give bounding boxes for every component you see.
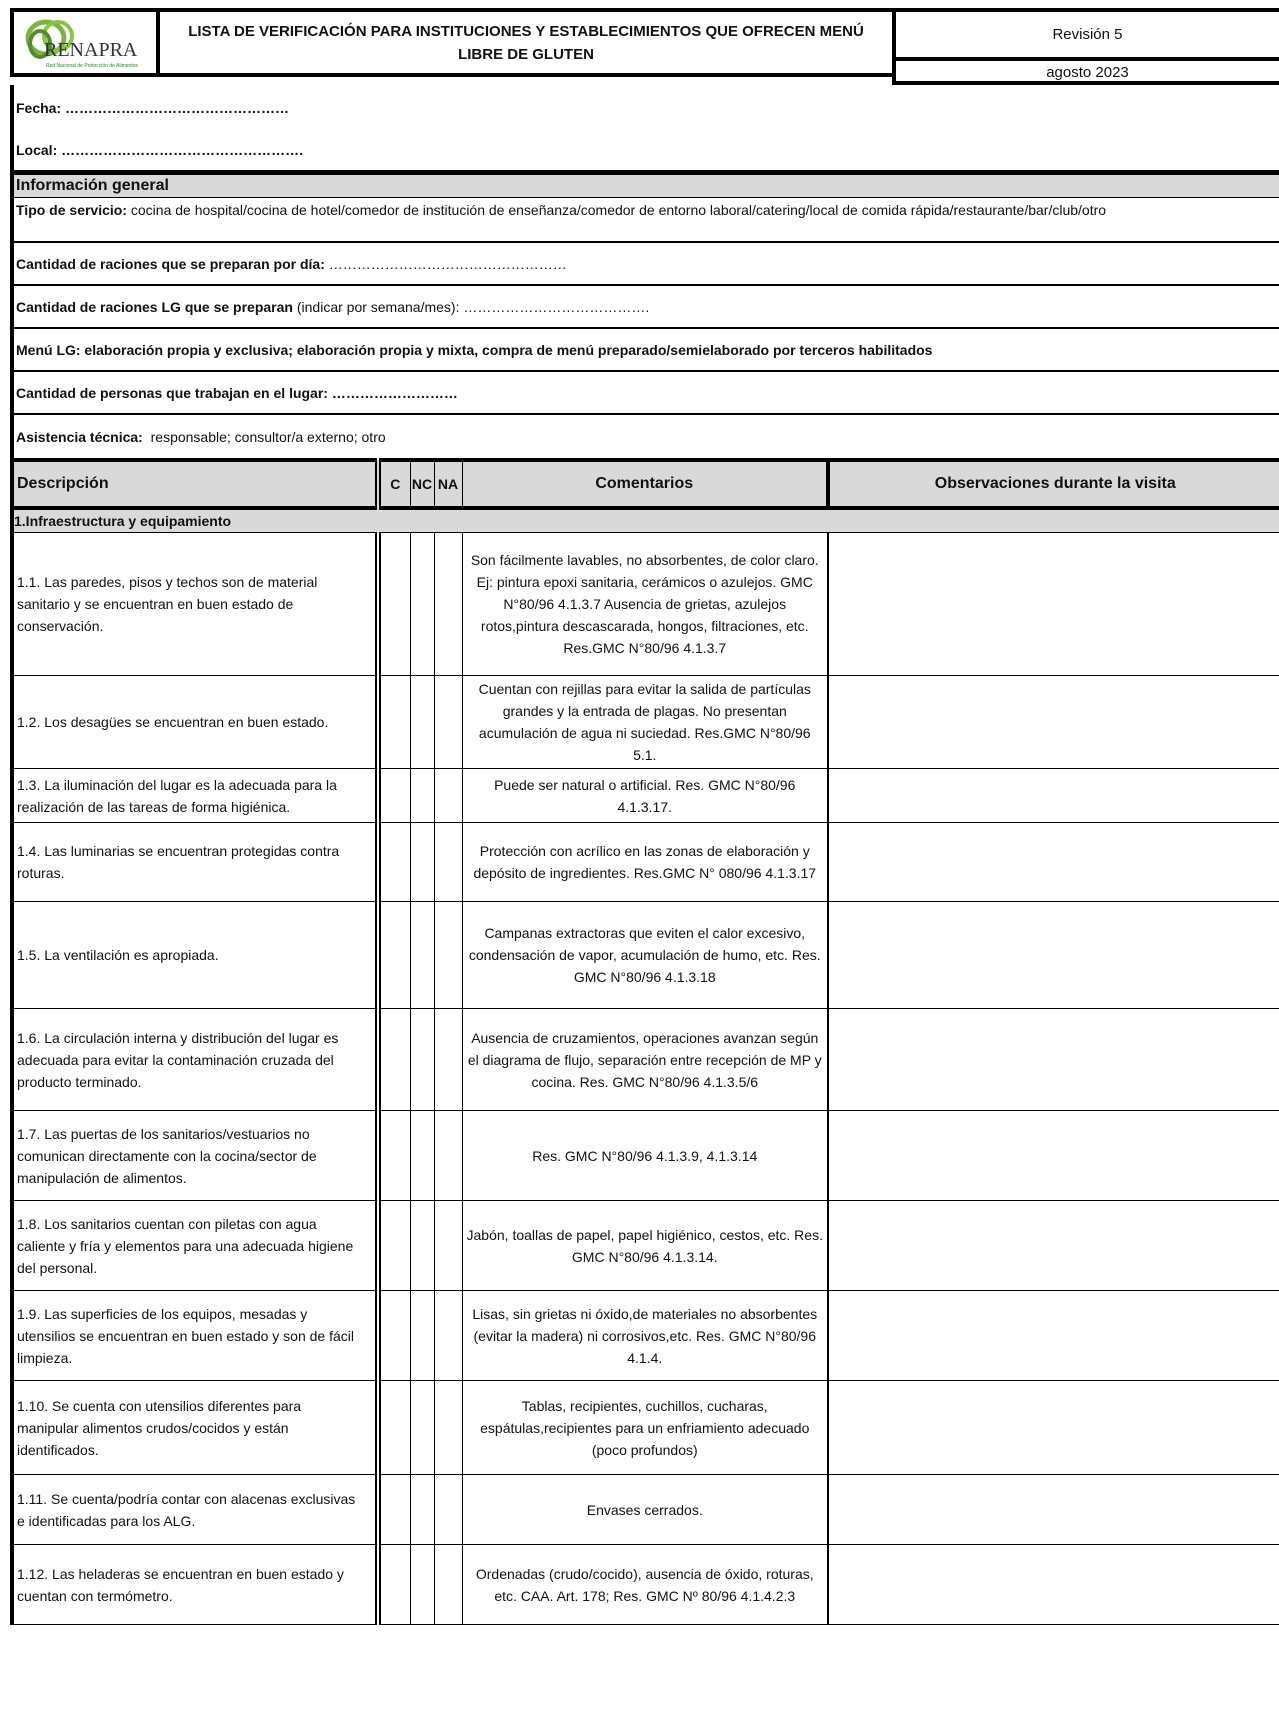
asistencia-row xyxy=(14,415,1279,458)
check-c[interactable] xyxy=(378,823,410,902)
revision-date: agosto 2023 xyxy=(892,61,1279,85)
check-nc[interactable] xyxy=(410,533,434,676)
check-nc[interactable] xyxy=(410,1475,434,1545)
personas-row xyxy=(14,372,1279,415)
check-c[interactable] xyxy=(378,1291,410,1381)
col-c: C xyxy=(378,460,410,508)
check-c[interactable] xyxy=(378,1381,410,1475)
col-observaciones: Observaciones durante la visita xyxy=(828,460,1279,508)
check-na[interactable] xyxy=(434,1111,462,1201)
col-comentarios: Comentarios xyxy=(462,460,828,508)
table-row xyxy=(12,769,1279,823)
check-na[interactable] xyxy=(434,1009,462,1111)
row-observation[interactable] xyxy=(828,1111,1279,1201)
row-description: 1.3. La iluminación del lugar es la adecuada para la realización de las tareas de forma higiénica. xyxy=(12,769,378,823)
general-info-heading: Información general xyxy=(14,170,1279,198)
asistencia-label: Asistencia técnica: xyxy=(16,428,143,445)
row-description: 1.2. Los desagües se encuentran en buen estado. xyxy=(12,676,378,769)
table-row xyxy=(12,1381,1279,1475)
row-comment: Lisas, sin grietas ni óxido,de materiales no absorbentes (evitar la madera) ni corrosivos,etc. Res. GMC N°80/96 4.1.4. xyxy=(462,1291,828,1381)
table-row xyxy=(12,1111,1279,1201)
revision-label: Revisión 5 xyxy=(892,8,1279,61)
row-comment: Campanas extractoras que eviten el calor excesivo, condensación de vapor, acumulación de humo, etc. Res. GMC N°80/96 4.1.3.18 xyxy=(462,902,828,1009)
menu-lg-row xyxy=(14,329,1279,372)
check-na[interactable] xyxy=(434,676,462,769)
raciones-value[interactable]: …………………………………………… xyxy=(324,255,567,272)
row-observation[interactable] xyxy=(828,1475,1279,1545)
row-description: 1.1. Las paredes, pisos y techos son de material sanitario y se encuentran en buen estado de conservación. xyxy=(12,533,378,676)
check-c[interactable] xyxy=(378,1545,410,1625)
form-body xyxy=(10,85,1279,458)
tipo-servicio-value: cocina de hospital/cocina de hotel/comedor de institución de enseñanza/comedor de entorno laboral/catering/local de comida rápida/restaurante/bar/club/otro xyxy=(127,202,1107,218)
check-nc[interactable] xyxy=(410,1201,434,1291)
fecha-field[interactable]: Fecha: ………………………………………… xyxy=(16,99,290,116)
row-observation[interactable] xyxy=(828,1009,1279,1111)
check-na[interactable] xyxy=(434,1545,462,1625)
check-na[interactable] xyxy=(434,1291,462,1381)
row-comment: Ordenadas (crudo/cocido), ausencia de óxido, roturas, etc. CAA. Art. 178; Res. GMC Nº 80/96 4.1.4.2.3 xyxy=(462,1545,828,1625)
row-comment: Tablas, recipientes, cuchillos, cucharas, espátulas,recipientes para un enfriamiento adecuado (poco profundos) xyxy=(462,1381,828,1475)
checklist-page xyxy=(10,8,1279,1625)
raciones-lg-label: Cantidad de raciones LG que se preparan xyxy=(16,298,293,315)
check-nc[interactable] xyxy=(410,676,434,769)
row-observation[interactable] xyxy=(828,1545,1279,1625)
check-c[interactable] xyxy=(378,1111,410,1201)
check-nc[interactable] xyxy=(410,902,434,1009)
row-comment: Res. GMC N°80/96 4.1.3.9, 4.1.3.14 xyxy=(462,1111,828,1201)
row-comment: Puede ser natural o artificial. Res. GMC N°80/96 4.1.3.17. xyxy=(462,769,828,823)
table-row xyxy=(12,1545,1279,1625)
check-nc[interactable] xyxy=(410,1381,434,1475)
raciones-row xyxy=(14,243,1279,286)
check-na[interactable] xyxy=(434,823,462,902)
row-observation[interactable] xyxy=(828,1291,1279,1381)
check-c[interactable] xyxy=(378,1201,410,1291)
row-description: 1.11. Se cuenta/podría contar con alacenas exclusivas e identificadas para los ALG. xyxy=(12,1475,378,1545)
row-description: 1.4. Las luminarias se encuentran protegidas contra roturas. xyxy=(12,823,378,902)
row-description: 1.9. Las superficies de los equipos, mesadas y utensilios se encuentran en buen estado y son de fácil limpieza. xyxy=(12,1291,378,1381)
row-comment: Ausencia de cruzamientos, operaciones avanzan según el diagrama de flujo, separación entre recepción de MP y cocina. Res. GMC N°80/96 4.1.3.5/6 xyxy=(462,1009,828,1111)
check-c[interactable] xyxy=(378,533,410,676)
row-description: 1.6. La circulación interna y distribución del lugar es adecuada para evitar la contaminación cruzada del producto terminado. xyxy=(12,1009,378,1111)
table-row xyxy=(12,1201,1279,1291)
check-c[interactable] xyxy=(378,1475,410,1545)
table-row xyxy=(12,1475,1279,1545)
check-nc[interactable] xyxy=(410,769,434,823)
category-row xyxy=(12,508,1279,533)
raciones-label: Cantidad de raciones que se preparan por día: xyxy=(16,255,325,272)
menu-lg-text: Menú LG: elaboración propia y exclusiva; elaboración propia y mixta, compra de menú preparado/semielaborado por terceros habilitados xyxy=(16,341,933,358)
tipo-servicio-label: Tipo de servicio: xyxy=(16,202,127,218)
check-c[interactable] xyxy=(378,769,410,823)
check-nc[interactable] xyxy=(410,1111,434,1201)
check-na[interactable] xyxy=(434,1201,462,1291)
row-comment: Son fácilmente lavables, no absorbentes, de color claro. Ej: pintura epoxi sanitaria, cerámicos o azulejos. GMC N°80/96 4.1.3.7 Ausencia de grietas, azulejos rotos,pintura descascarada, hongos, filtraciones, etc. Res.GMC N°80/96 4.1.3.7 xyxy=(462,533,828,676)
row-description: 1.8. Los sanitarios cuentan con piletas con agua caliente y fría y elementos para una adecuada higiene del personal. xyxy=(12,1201,378,1291)
check-na[interactable] xyxy=(434,769,462,823)
logo-text: RENAPRA xyxy=(44,39,138,61)
row-comment: Jabón, toallas de papel, papel higiénico, cestos, etc. Res. GMC N°80/96 4.1.3.14. xyxy=(462,1201,828,1291)
table-row xyxy=(12,533,1279,676)
col-nc: NC xyxy=(410,460,434,508)
row-description: 1.7. Las puertas de los sanitarios/vestuarios no comunican directamente con la cocina/sector de manipulación de alimentos. xyxy=(12,1111,378,1201)
check-na[interactable] xyxy=(434,1475,462,1545)
row-comment: Cuentan con rejillas para evitar la salida de partículas grandes y la entrada de plagas. No presentan acumulación de agua ni suciedad. Res.GMC N°80/96 5.1. xyxy=(462,676,828,769)
document-header xyxy=(10,8,1279,85)
col-na: NA xyxy=(434,460,462,508)
row-observation[interactable] xyxy=(828,1381,1279,1475)
document-title: LISTA DE VERIFICACIÓN PARA INSTITUCIONES Y ESTABLECIMIENTOS QUE OFRECEN MENÚ LIBRE DE GLUTEN xyxy=(160,8,892,77)
check-na[interactable] xyxy=(434,1381,462,1475)
asistencia-value: responsable; consultor/a externo; otro xyxy=(142,428,386,445)
row-comment: Envases cerrados. xyxy=(462,1475,828,1545)
table-row xyxy=(12,1009,1279,1111)
row-observation[interactable] xyxy=(828,676,1279,769)
check-nc[interactable] xyxy=(410,1009,434,1111)
tipo-servicio-row xyxy=(14,198,1279,243)
row-observation[interactable] xyxy=(828,823,1279,902)
row-comment: Protección con acrílico en las zonas de elaboración y depósito de ingredientes. Res.GMC N° 080/96 4.1.3.17 xyxy=(462,823,828,902)
row-description: 1.10. Se cuenta con utensilios diferentes para manipular alimentos crudos/cocidos y están identificados. xyxy=(12,1381,378,1475)
row-observation[interactable] xyxy=(828,769,1279,823)
check-na[interactable] xyxy=(434,533,462,676)
local-field[interactable]: Local: ……………………………………………. xyxy=(16,142,304,158)
check-nc[interactable] xyxy=(410,823,434,902)
table-row xyxy=(12,902,1279,1009)
renapra-logo xyxy=(10,8,160,77)
row-observation[interactable] xyxy=(828,1201,1279,1291)
raciones-lg-value[interactable]: (indicar por semana/mes): …………………………………. xyxy=(292,298,650,315)
logo-subtext: Red Nacional de Protección de Alimentos xyxy=(46,63,138,69)
row-observation[interactable] xyxy=(828,902,1279,1009)
col-descripcion: Descripción xyxy=(12,460,378,508)
check-c[interactable] xyxy=(378,676,410,769)
row-description: 1.12. Las heladeras se encuentran en buen estado y cuentan con termómetro. xyxy=(12,1545,378,1625)
raciones-lg-row xyxy=(14,286,1279,329)
check-c[interactable] xyxy=(378,902,410,1009)
table-header-row xyxy=(12,460,1279,508)
table-row xyxy=(12,823,1279,902)
row-observation[interactable] xyxy=(828,533,1279,676)
check-nc[interactable] xyxy=(410,1291,434,1381)
personas-label[interactable]: Cantidad de personas que trabajan en el lugar: ……………………… xyxy=(16,384,458,401)
category-label: 1.Infraestructura y equipamiento xyxy=(12,508,1279,533)
table-row xyxy=(12,676,1279,769)
row-description: 1.5. La ventilación es apropiada. xyxy=(12,902,378,1009)
table-row xyxy=(12,1291,1279,1381)
check-na[interactable] xyxy=(434,902,462,1009)
check-nc[interactable] xyxy=(410,1545,434,1625)
check-c[interactable] xyxy=(378,1009,410,1111)
checklist-table xyxy=(10,458,1279,1625)
